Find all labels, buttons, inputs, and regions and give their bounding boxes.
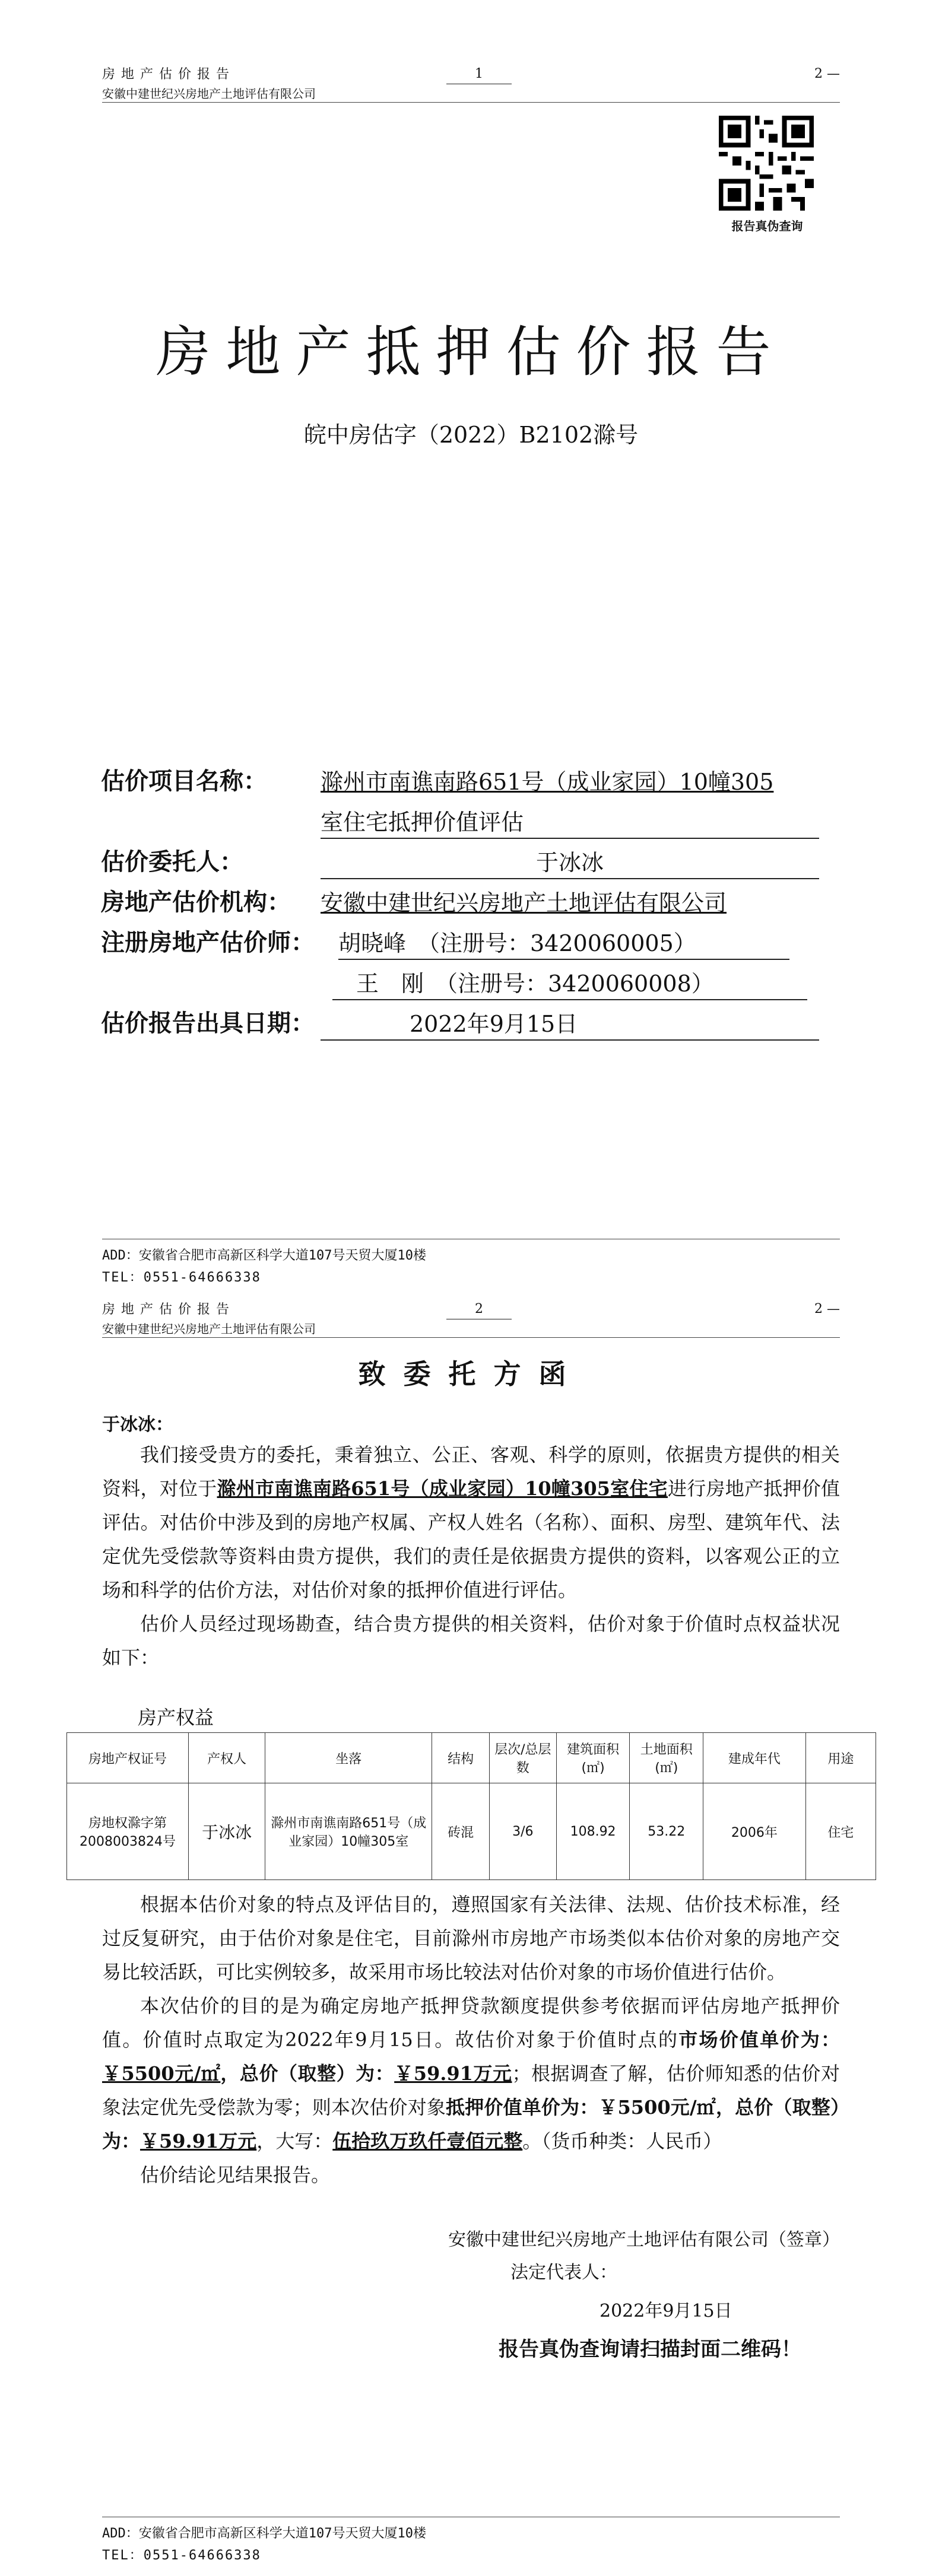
footer-address: ADD：安徽省合肥市高新区科学大道107号天贸大厦10楼 xyxy=(102,2526,426,2541)
paragraph-1 xyxy=(102,1438,840,1607)
header-report-type: 房地产估价报告 xyxy=(102,1302,236,1317)
market-total-label: ，总价（取整）为： xyxy=(220,2062,395,2085)
table-cell: 2006年 xyxy=(703,1783,806,1880)
property-address: 滁州市南谯南路651号（成业家园）10幢305室住宅 xyxy=(217,1477,668,1500)
info-value-appraiser-1: 胡晓峰 （注册号：3420060005） xyxy=(338,925,789,960)
info-row-client xyxy=(101,843,843,883)
info-label-date: 估价报告出具日期： xyxy=(101,1010,315,1037)
header-company: 安徽中建世纪兴房地产土地评估有限公司 xyxy=(102,87,316,101)
header-divider xyxy=(102,1337,840,1338)
paragraph-4 xyxy=(102,1989,840,2158)
info-value-project: 滁州市南谯南路651号（成业家园）10幢305 xyxy=(321,769,774,795)
info-row-project-cont xyxy=(101,803,843,843)
paragraph-4-a: 本次估价的目的是为确定房地产抵押贷款额度提供参考依据而评估房地产抵押价值。价值时点取定为2022年9月15日。故估价对象于价值时点的 xyxy=(102,1995,840,2051)
table-header: 坐落 xyxy=(265,1733,432,1783)
paragraph-1-a: 我们接受贵方的委托，秉着独立、公正、客观、科学的原则，依据贵方提供的相关资料，对位于 xyxy=(102,1443,840,1500)
signature-date: 2022年9月15日 xyxy=(600,2301,732,2321)
table-cell: 住宅 xyxy=(805,1783,876,1880)
table-header-row xyxy=(67,1733,876,1783)
paragraph-4-f: ；根据调查了解，估价师知悉的估价对象法定优先受偿款为零；则本次估价对象 xyxy=(102,2062,840,2119)
info-label-project: 估价项目名称： xyxy=(101,768,267,795)
table-header: 房地产权证号 xyxy=(67,1733,189,1783)
running-header xyxy=(102,64,840,100)
paragraph-3: 根据本估价对象的特点及评估目的，遵照国家有关法律、法规、估价技术标准，经过反复研究，由于估价对象是住宅，目前滁州市房地产市场类似本估价对象的房地产交易比较活跃，可比实例较多，故采用市场比较法对估价对象的市场价值进行估价。 xyxy=(102,1893,840,1983)
report-info-block xyxy=(101,762,843,1045)
header-divider xyxy=(102,102,840,103)
paragraph-5: 估价结论见结果报告。 xyxy=(140,2164,331,2186)
table-cell: 3/6 xyxy=(489,1783,556,1880)
table-header: 土地面积(㎡) xyxy=(630,1733,703,1783)
footer-tel: TEL：0551-64666338 xyxy=(102,1270,261,1285)
table-cell: 108.92 xyxy=(556,1783,630,1880)
letter-title: 致委托方函 xyxy=(358,1358,584,1390)
header-total-pages: 2 — xyxy=(814,66,840,81)
table-cell: 房地权滁字第2008003824号 xyxy=(67,1783,189,1880)
verify-note: 报告真伪查询请扫描封面二维码！ xyxy=(499,2338,801,2361)
paragraph-2: 估价人员经过现场勘查，结合贵方提供的相关资料，估价对象于价值时点权益状况如下： xyxy=(102,1613,840,1669)
letter-salutation: 于冰冰： xyxy=(102,1414,173,1435)
table-header: 结构 xyxy=(432,1733,490,1783)
mortgage-total-price: ￥59.91万元 xyxy=(140,2130,257,2152)
table-header: 建筑面积(㎡) xyxy=(556,1733,630,1783)
table-header: 用途 xyxy=(805,1733,876,1783)
info-row-appraiser xyxy=(101,924,843,964)
table-header: 产权人 xyxy=(189,1733,265,1783)
footer-tel: TEL：0551-64666338 xyxy=(102,2548,261,2563)
info-label-appraiser: 注册房地产估价师： xyxy=(101,929,315,956)
header-page-number: 1 xyxy=(446,66,512,84)
amount-in-words: 伍拾玖万玖仟壹佰元整 xyxy=(332,2130,523,2152)
info-value-project-cont: 室住宅抵押价值评估 xyxy=(321,804,819,839)
letter-body-1 xyxy=(102,1438,840,1675)
page-footer xyxy=(102,1239,840,1286)
report-title: 房地产抵押估价报告 xyxy=(156,320,786,384)
paragraph-4-i: ，大写： xyxy=(256,2130,333,2152)
info-row-project xyxy=(101,762,843,803)
currency-note: 。（货币种类：人民币） xyxy=(522,2130,722,2152)
signature-representative: 法定代表人： xyxy=(510,2262,617,2283)
info-row-date xyxy=(101,1004,843,1045)
info-row-agency xyxy=(101,883,843,924)
paragraph-1-c: 进行房地产抵押价值评估。对估价中涉及到的房地产权属、产权人姓名（名称）、面积、房型、建筑年代、法定优先受偿款等资料由贵方提供，我们的责任是依据贵方提供的资料，以客观公正的立场和科学的估价方法，对估价对象的抵押价值进行评估。 xyxy=(102,1477,840,1601)
info-value-agency: 安徽中建世纪兴房地产土地评估有限公司 xyxy=(321,890,727,916)
info-label-client: 估价委托人： xyxy=(101,848,243,876)
signature-company: 安徽中建世纪兴房地产土地评估有限公司（签章） xyxy=(448,2230,840,2250)
market-unit-label: 市场价值单价为： xyxy=(678,2028,840,2051)
mortgage-value-text: 抵押价值单价为：￥5500元/㎡，总价（取整）为： xyxy=(102,2096,840,2152)
table-cell: 砖混 xyxy=(432,1783,490,1880)
market-unit-price: ￥5500元/㎡ xyxy=(102,2062,221,2085)
header-total-pages: 2 — xyxy=(814,1302,840,1316)
page-footer xyxy=(102,2517,840,2564)
info-value-client: 于冰冰 xyxy=(321,844,819,879)
letter-body-2 xyxy=(102,1888,840,2192)
table-cell: 于冰冰 xyxy=(189,1783,265,1880)
header-page-number: 2 xyxy=(446,1302,512,1319)
market-total-price: ￥59.91万元 xyxy=(394,2062,512,2085)
table-title: 房产权益 xyxy=(138,1706,214,1729)
document-number: 皖中房估字（2022）B2102滁号 xyxy=(303,422,639,448)
table-row xyxy=(67,1783,876,1880)
header-report-type: 房地产估价报告 xyxy=(102,67,236,82)
qr-code-icon[interactable] xyxy=(719,116,814,211)
letter-page xyxy=(0,1293,942,2576)
footer-address: ADD：安徽省合肥市高新区科学大道107号天贸大厦10楼 xyxy=(102,1248,426,1263)
property-rights-table xyxy=(66,1732,876,1880)
info-value-date: 2022年9月15日 xyxy=(321,1006,819,1041)
table-header: 建成年代 xyxy=(703,1733,806,1783)
qr-verify-label: 报告真伪查询 xyxy=(731,219,803,233)
table-cell: 滁州市南谯南路651号（成业家园）10幢305室 xyxy=(265,1783,432,1880)
info-value-appraiser-2: 王 刚 （注册号：3420060008） xyxy=(332,965,807,1000)
running-header xyxy=(102,1299,840,1335)
info-label-agency: 房地产估价机构： xyxy=(101,889,291,916)
table-cell: 53.22 xyxy=(630,1783,703,1880)
info-row-appraiser-2 xyxy=(101,964,843,1004)
header-company: 安徽中建世纪兴房地产土地评估有限公司 xyxy=(102,1322,316,1336)
table-header: 层次/总层数 xyxy=(489,1733,556,1783)
